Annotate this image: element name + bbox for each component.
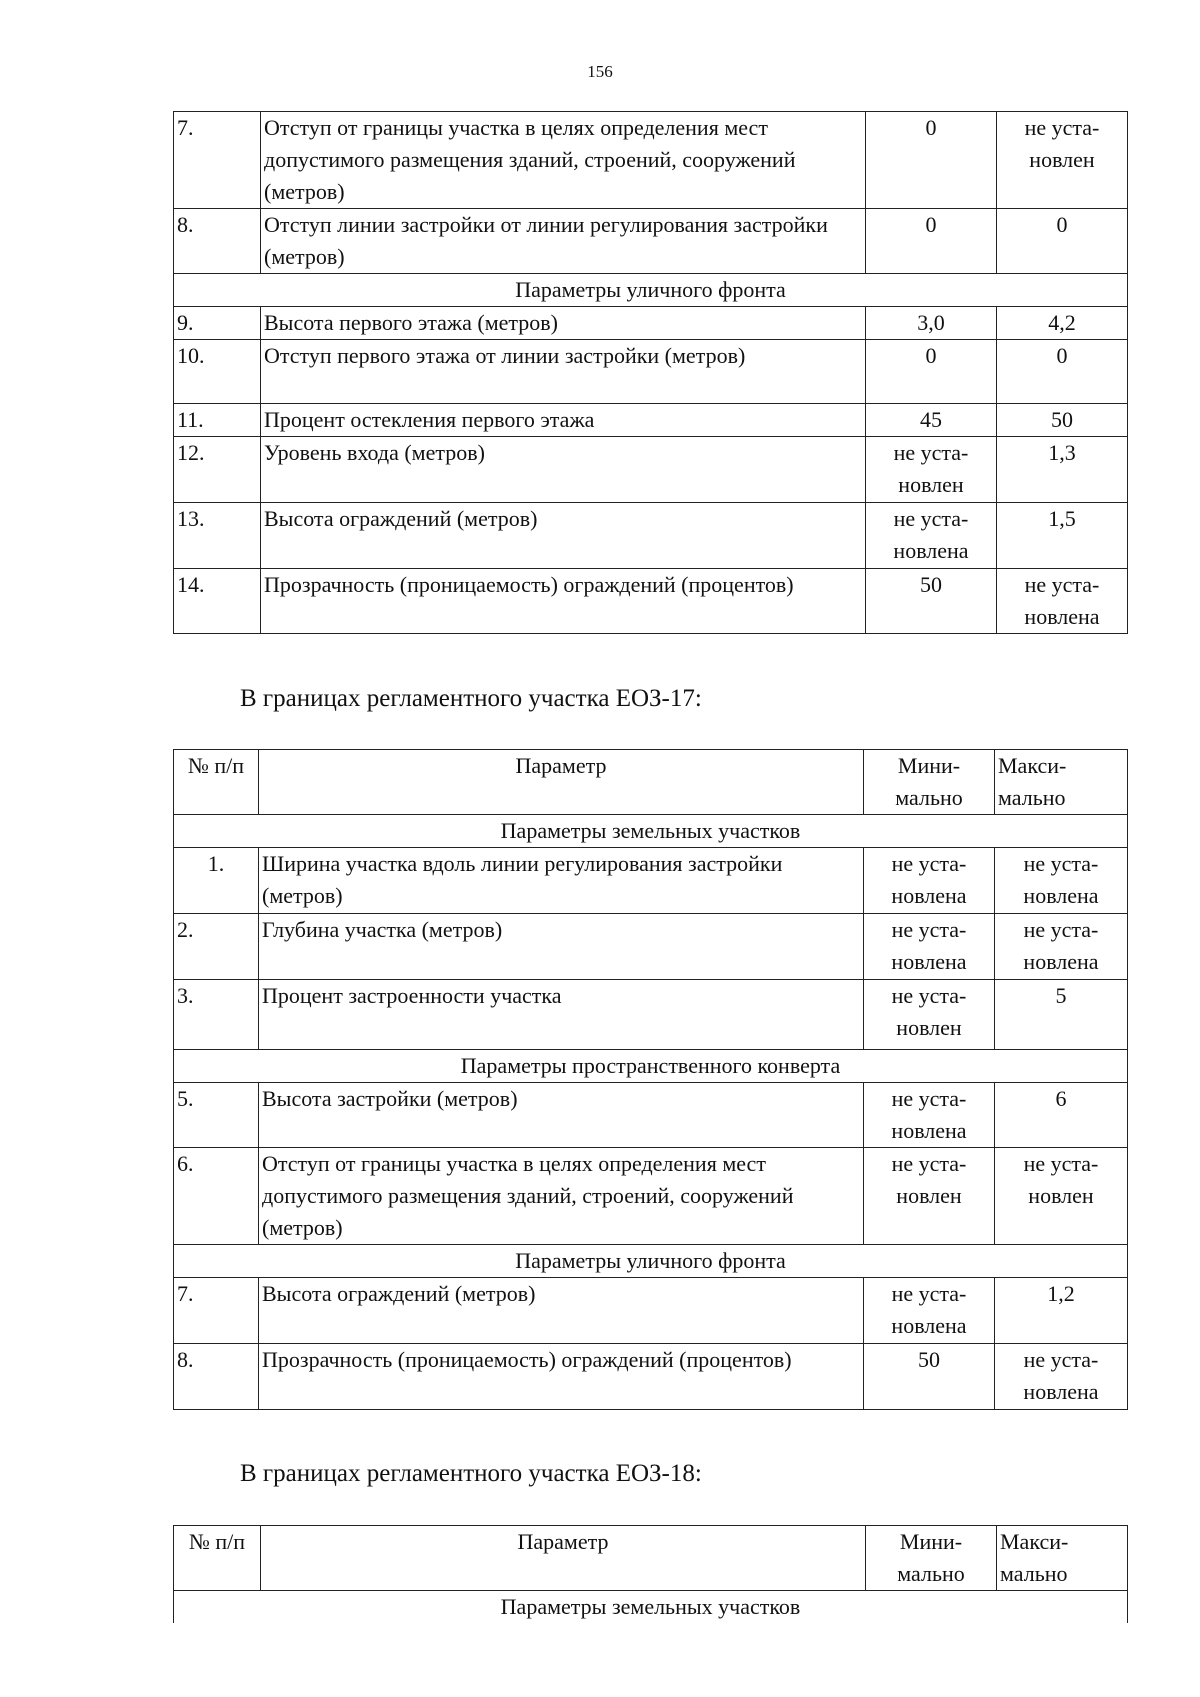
row-maximum: не уста- новлена: [995, 848, 1128, 914]
header-maximum: Макси- мально: [997, 1526, 1128, 1591]
header-minimum: Мини- мально: [864, 750, 995, 815]
table-row: [174, 980, 1128, 1050]
table-row: [174, 1278, 1128, 1344]
row-minimum: не уста- новлен: [866, 437, 997, 503]
table-row: [174, 1344, 1128, 1410]
table1-body: [174, 112, 1128, 634]
section-heading-eoz-17: В границах регламентного участка ЕОЗ-17:: [240, 685, 702, 712]
row-minimum: 0: [866, 340, 997, 404]
row-number: 7.: [174, 112, 261, 209]
row-parameter: Отступ линии застройки от линии регулирования застройки (метров): [261, 209, 866, 274]
row-minimum: 50: [864, 1344, 995, 1410]
row-number: 5.: [174, 1083, 259, 1148]
parameters-table-eoz-18: [173, 1525, 1128, 1623]
table3-header: [174, 1526, 1128, 1591]
row-number: 12.: [174, 437, 261, 503]
header-number: № п/п: [174, 750, 259, 815]
row-minimum: не уста- новлена: [864, 1278, 995, 1344]
section-row: [174, 1591, 1128, 1624]
section-label: Параметры пространственного конверта: [174, 1050, 1128, 1083]
row-number: 8.: [174, 1344, 259, 1410]
table-row: [174, 112, 1128, 209]
section-label: Параметры земельных участков: [174, 1591, 1128, 1624]
row-maximum: 1,5: [997, 503, 1128, 569]
row-maximum: 5: [995, 980, 1128, 1050]
header-minimum: Мини- мально: [866, 1526, 997, 1591]
row-minimum: 3,0: [866, 307, 997, 340]
row-maximum: 0: [997, 209, 1128, 274]
row-number: 7.: [174, 1278, 259, 1344]
page-number: 156: [587, 62, 613, 81]
row-parameter: Высота ограждений (метров): [261, 503, 866, 569]
row-minimum: не уста- новлен: [864, 1148, 995, 1245]
table-row: [174, 503, 1128, 569]
table-row: [174, 848, 1128, 914]
row-maximum: 0: [997, 340, 1128, 404]
row-parameter: Отступ первого этажа от линии застройки (метров): [261, 340, 866, 404]
row-number: 2.: [174, 914, 259, 980]
section-row: [174, 274, 1128, 307]
row-maximum: не уста- новлена: [997, 569, 1128, 634]
row-parameter: Прозрачность (проницаемость) ограждений (процентов): [259, 1344, 864, 1410]
table-row: [174, 1083, 1128, 1148]
row-parameter: Прозрачность (проницаемость) ограждений (процентов): [261, 569, 866, 634]
table-row: [174, 914, 1128, 980]
section-row: [174, 1245, 1128, 1278]
row-number: 13.: [174, 503, 261, 569]
row-maximum: не уста- новлена: [995, 914, 1128, 980]
header-maximum: Макси- мально: [995, 750, 1128, 815]
row-minimum: 45: [866, 404, 997, 437]
table-row: [174, 307, 1128, 340]
row-parameter: Отступ от границы участка в целях определения мест допустимого размещения зданий, строений, сооружений (метров): [261, 112, 866, 209]
table-row: [174, 209, 1128, 274]
parameters-table-eoz-17: [173, 749, 1128, 1410]
row-parameter: Отступ от границы участка в целях определения мест допустимого размещения зданий, строений, сооружений (метров): [259, 1148, 864, 1245]
row-minimum: не уста- новлена: [864, 1083, 995, 1148]
header-number: № п/п: [174, 1526, 261, 1591]
row-maximum: не уста- новлен: [997, 112, 1128, 209]
row-number: 1.: [174, 848, 259, 914]
row-number: 6.: [174, 1148, 259, 1245]
section-label: Параметры уличного фронта: [174, 1245, 1128, 1278]
row-minimum: 0: [866, 209, 997, 274]
row-minimum: не уста- новлена: [864, 848, 995, 914]
row-minimum: 0: [866, 112, 997, 209]
parameters-table-continued: [173, 111, 1128, 634]
table2-body: [174, 815, 1128, 1410]
section-heading-eoz-18: В границах регламентного участка ЕОЗ-18:: [240, 1460, 702, 1487]
table-row: [174, 437, 1128, 503]
row-parameter: Ширина участка вдоль линии регулирования застройки (метров): [259, 848, 864, 914]
row-maximum: не уста- новлен: [995, 1148, 1128, 1245]
table-row: [174, 1148, 1128, 1245]
section-label: Параметры земельных участков: [174, 815, 1128, 848]
row-number: 10.: [174, 340, 261, 404]
row-maximum: 6: [995, 1083, 1128, 1148]
table-row: [174, 404, 1128, 437]
header-parameter: Параметр: [259, 750, 864, 815]
row-maximum: не уста- новлена: [995, 1344, 1128, 1410]
header-parameter: Параметр: [261, 1526, 866, 1591]
row-number: 3.: [174, 980, 259, 1050]
row-maximum: 1,2: [995, 1278, 1128, 1344]
row-maximum: 1,3: [997, 437, 1128, 503]
row-number: 11.: [174, 404, 261, 437]
row-parameter: Глубина участка (метров): [259, 914, 864, 980]
row-maximum: 4,2: [997, 307, 1128, 340]
row-parameter: Процент остекления первого этажа: [261, 404, 866, 437]
table2-header: [174, 750, 1128, 815]
row-minimum: 50: [866, 569, 997, 634]
header-row: [174, 1526, 1128, 1591]
row-parameter: Высота первого этажа (метров): [261, 307, 866, 340]
row-parameter: Процент застроенности участка: [259, 980, 864, 1050]
row-minimum: не уста- новлена: [864, 914, 995, 980]
row-parameter: Высота ограждений (метров): [259, 1278, 864, 1344]
table-row: [174, 569, 1128, 634]
table-row: [174, 340, 1128, 404]
row-number: 8.: [174, 209, 261, 274]
row-parameter: Уровень входа (метров): [261, 437, 866, 503]
row-parameter: Высота застройки (метров): [259, 1083, 864, 1148]
section-row: [174, 1050, 1128, 1083]
section-row: [174, 815, 1128, 848]
row-maximum: 50: [997, 404, 1128, 437]
row-minimum: не уста- новлена: [866, 503, 997, 569]
row-minimum: не уста- новлен: [864, 980, 995, 1050]
row-number: 9.: [174, 307, 261, 340]
section-label: Параметры уличного фронта: [174, 274, 1128, 307]
row-number: 14.: [174, 569, 261, 634]
table3-body: [174, 1591, 1128, 1624]
header-row: [174, 750, 1128, 815]
